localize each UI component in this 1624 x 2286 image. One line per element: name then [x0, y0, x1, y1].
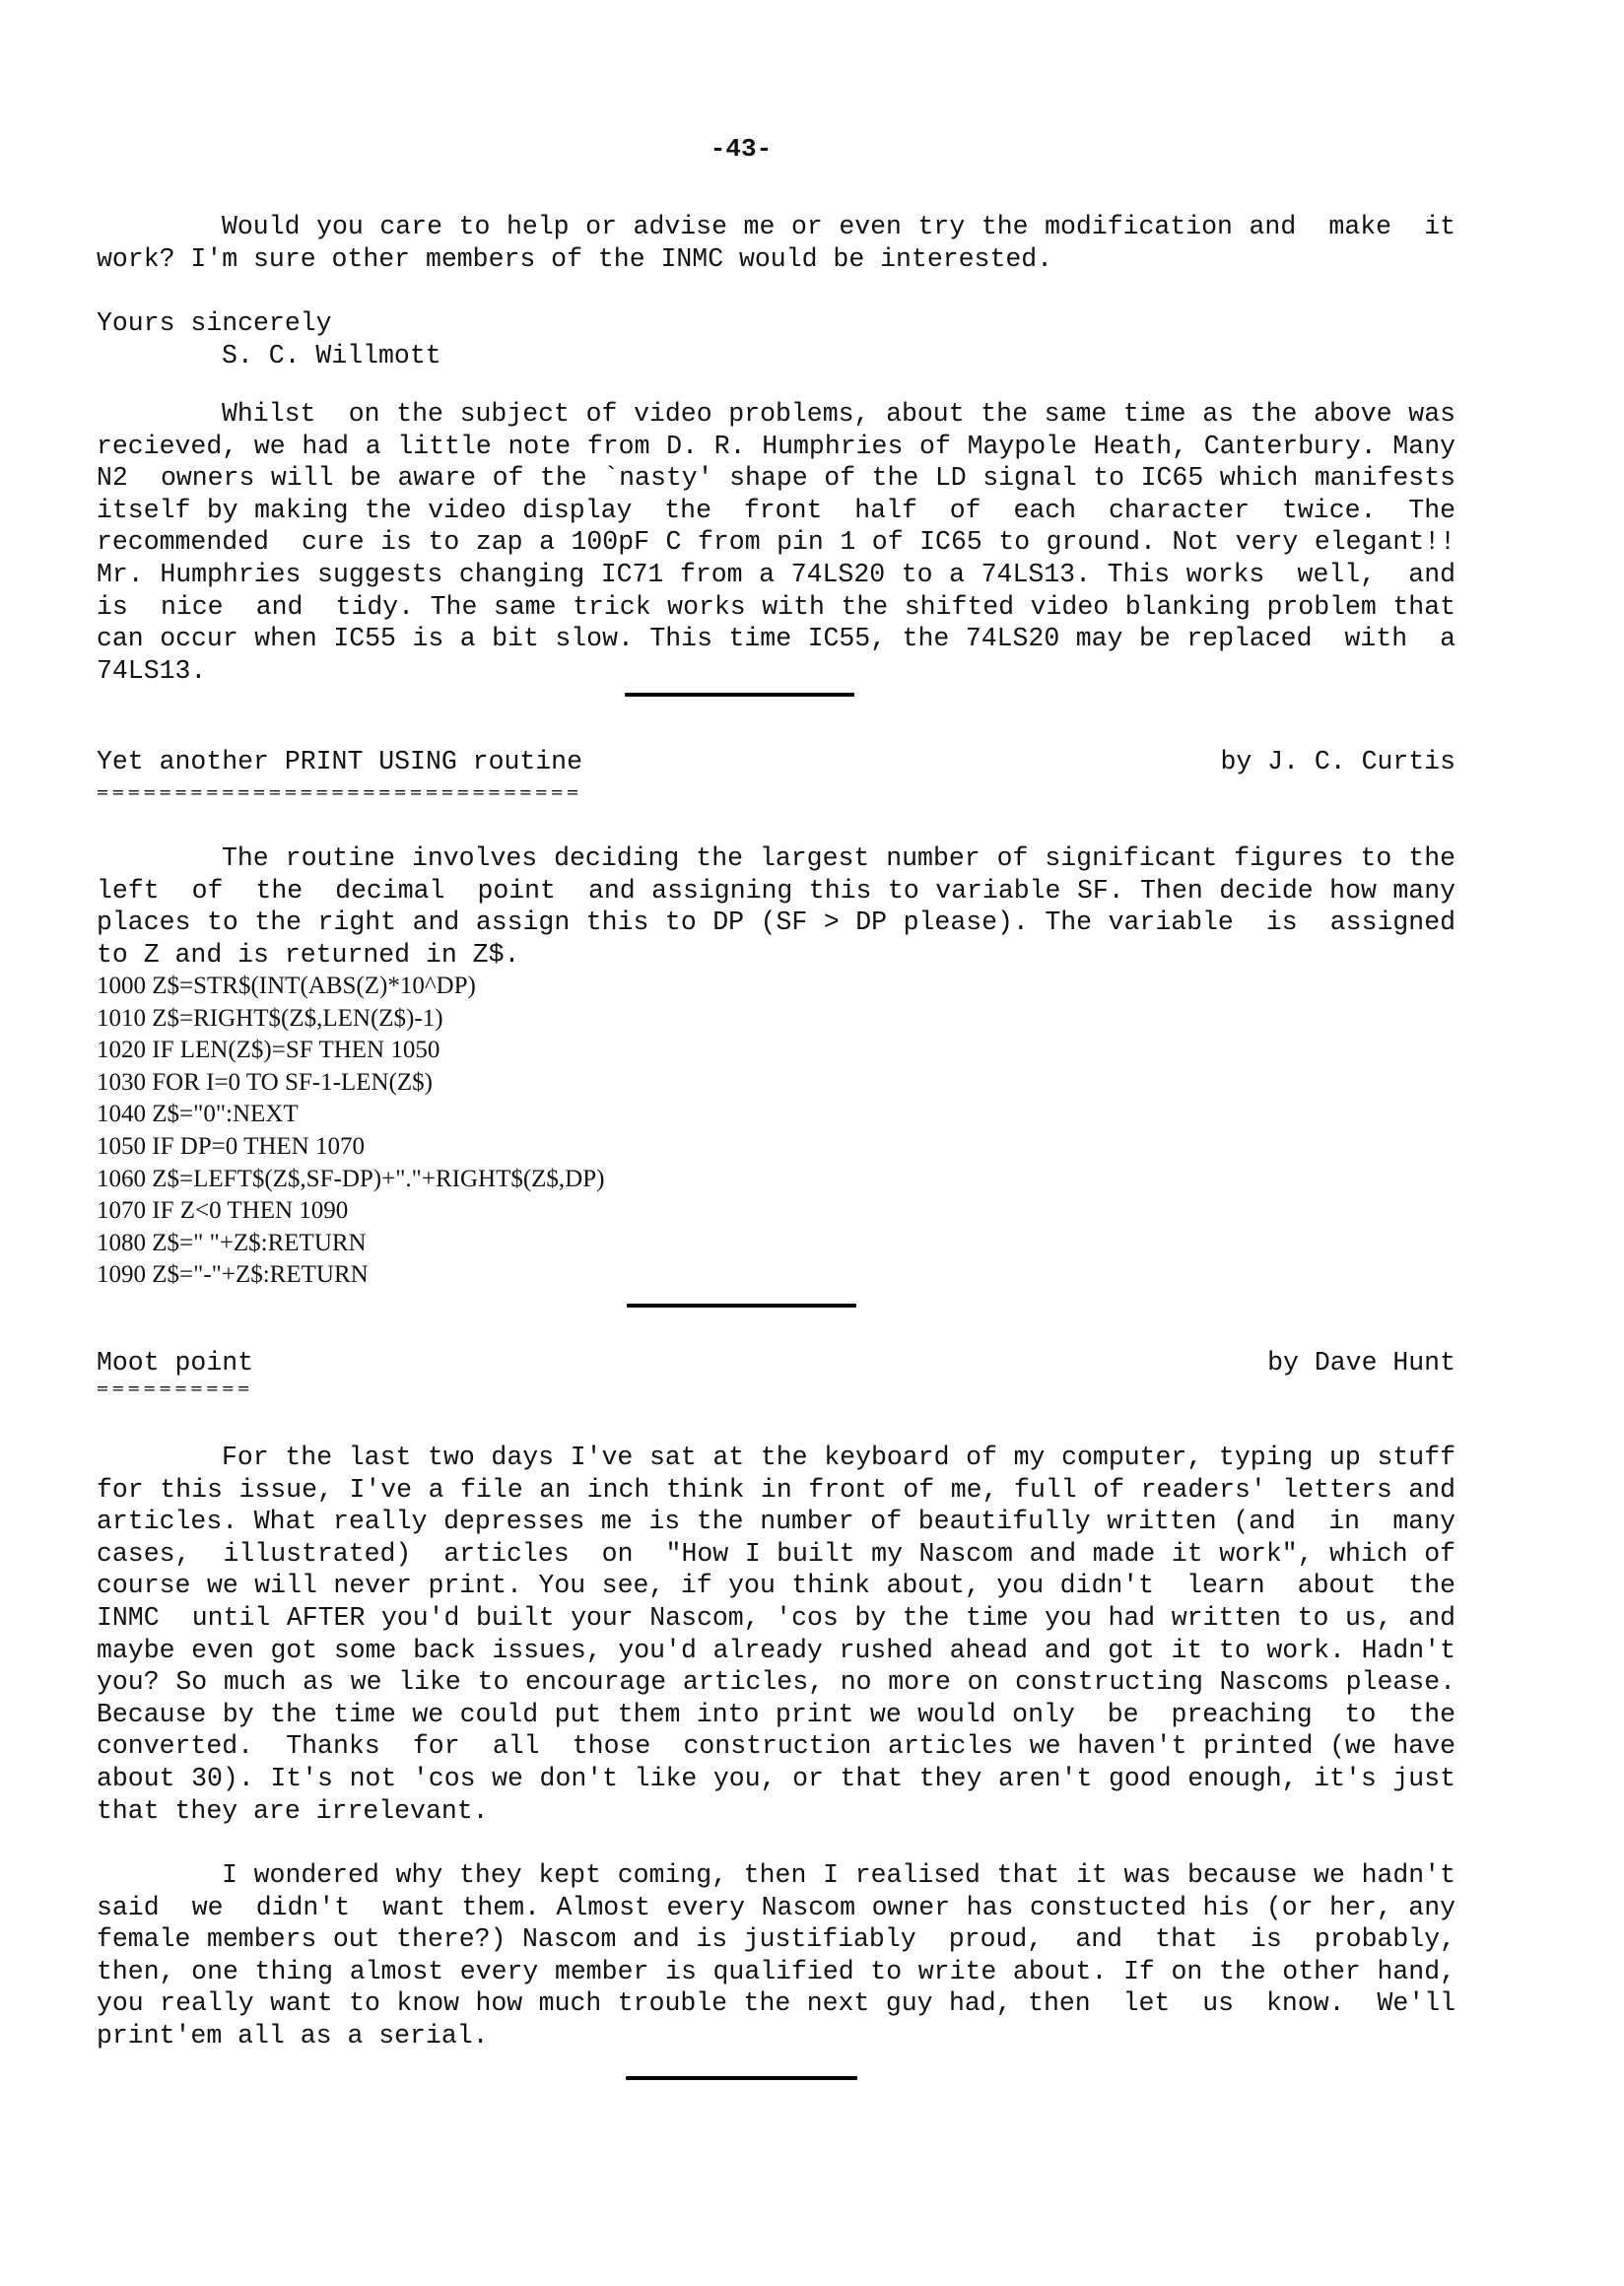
print-using-intro [97, 842, 1455, 971]
code-line: 1060 Z$=LEFT$(Z$,SF-DP)+"."+RIGHT$(Z$,DP) [97, 1165, 605, 1192]
letter-signoff [97, 307, 1455, 371]
text-line: Would you care to help or advise me or even try the modification and make it [222, 212, 1455, 241]
section-divider [626, 2076, 857, 2080]
text-line: can occur when IC55 is a bit slow. This time IC55, the 74LS20 may be replaced with a [97, 624, 1455, 654]
text-line: work? I'm sure other members of the INMC would be interested. [97, 243, 1053, 274]
text-line: The routine involves deciding the largest number of significant figures to the [222, 843, 1455, 873]
section-divider [627, 1304, 856, 1308]
text-line: you really want to know how much trouble the next guy had, then let us know. We'll [97, 1988, 1455, 2019]
text-line: converted. Thanks for all those construction articles we haven't printed (we have [97, 1731, 1455, 1762]
closing-text: Yours sincerely [97, 308, 332, 338]
text-line: recommended cure is to zap a 100pF C from pin 1 of IC65 to ground. Not very elegant!! [97, 527, 1455, 558]
text-line: itself by making the video display the front half of each character twice. The [97, 495, 1455, 525]
text-line: female members out there?) Nascom and is justifiably proud, and that is probably, [97, 1924, 1455, 1955]
text-line: said we didn't want them. Almost every Nascom owner has constucted his (or her, any [97, 1892, 1455, 1922]
code-line: 1010 Z$=RIGHT$(Z$,LEN(Z$)-1) [97, 1004, 443, 1032]
code-line: 1080 Z$=" "+Z$:RETURN [97, 1229, 367, 1256]
code-line: 1020 IF LEN(Z$)=SF THEN 1050 [97, 1037, 440, 1064]
text-line: for this issue, I've a file an inch think in front of me, full of readers' letters and [97, 1474, 1455, 1505]
moot-point-paragraph-1 [97, 1442, 1455, 1827]
article-author: by Dave Hunt [1267, 1348, 1455, 1378]
moot-point-paragraph-2 [97, 1859, 1455, 2052]
text-line: INMC until AFTER you'd built your Nascom, 'cos by the time you had written to us, and [97, 1602, 1455, 1633]
title-underline: =============================== [97, 786, 582, 801]
text-line: print'em all as a serial. [97, 2020, 489, 2051]
text-line: about 30). It's not 'cos we don't like you, or that they aren't good enough, it's just [97, 1763, 1455, 1793]
article-heading-moot-point [97, 1346, 1455, 1379]
text-line: places to the right and assign this to DP (SF > DP please). The variable is assigned [97, 908, 1455, 938]
code-line: 1030 FOR I=0 TO SF-1-LEN(Z$) [97, 1068, 433, 1096]
text-line: Mr. Humphries suggests changing IC71 from a 74LS20 to a 74LS13. This works well, and [97, 559, 1455, 589]
code-line: 1070 IF Z<0 THEN 1090 [97, 1197, 349, 1225]
text-line: Because by the time we could put them into print we would only be preaching to the [97, 1699, 1455, 1729]
section-divider [625, 693, 854, 697]
text-line: left of the decimal point and assigning this to variable SF. Then decide how many [97, 875, 1455, 906]
text-line: recieved, we had a little note from D. R. Humphries of Maypole Heath, Canterbury. Many [97, 431, 1455, 461]
text-line: that they are irrelevant. [97, 1795, 489, 1826]
article-title: Moot point [97, 1348, 254, 1378]
text-line: I wondered why they kept coming, then I realised that it was because we hadn't [222, 1860, 1455, 1890]
text-line: 74LS13. [97, 655, 207, 686]
code-line: 1000 Z$=STR$(INT(ABS(Z)*10^DP) [97, 973, 476, 999]
page-number: -43- [710, 134, 773, 164]
text-line: Whilst on the subject of video problems, about the same time as the above was [222, 399, 1455, 429]
article-title: Yet another PRINT USING routine [97, 747, 582, 776]
text-line: N2 owners will be aware of the `nasty' shape of the LD signal to IC65 which manifests [97, 463, 1455, 494]
text-line: course we will never print. You see, if you think about, you didn't learn about the [97, 1571, 1455, 1601]
text-line: to Z and is returned in Z$. [97, 939, 520, 970]
basic-code-listing [97, 971, 1455, 1292]
text-line: cases, illustrated) articles on "How I built my Nascom and made it work", which of [97, 1538, 1455, 1569]
video-problems-paragraph [97, 398, 1455, 687]
text-line: For the last two days I've sat at the keyboard of my computer, typing up stuff [222, 1443, 1455, 1472]
article-heading-print-using [97, 745, 1455, 778]
title-underline: ========== [97, 1382, 254, 1397]
text-line: articles. What really depresses me is the number of beautifully written (and in many [97, 1507, 1455, 1537]
text-line: is nice and tidy. The same trick works with the shifted video blanking problem that [97, 591, 1455, 622]
letter-closing-paragraph [97, 211, 1455, 275]
code-line: 1040 Z$="0":NEXT [97, 1101, 299, 1128]
text-line: you? So much as we like to encourage articles, no more on constructing Nascoms please. [97, 1667, 1455, 1698]
code-line: 1090 Z$="-"+Z$:RETURN [97, 1261, 369, 1289]
text-line: maybe even got some back issues, you'd already rushed ahead and got it to work. Hadn't [97, 1635, 1455, 1665]
text-line: then, one thing almost every member is qualified to write about. If on the other hand, [97, 1956, 1455, 1986]
code-line: 1050 IF DP=0 THEN 1070 [97, 1132, 365, 1160]
signature-name: S. C. Willmott [222, 340, 441, 370]
article-author: by J. C. Curtis [1220, 747, 1455, 776]
